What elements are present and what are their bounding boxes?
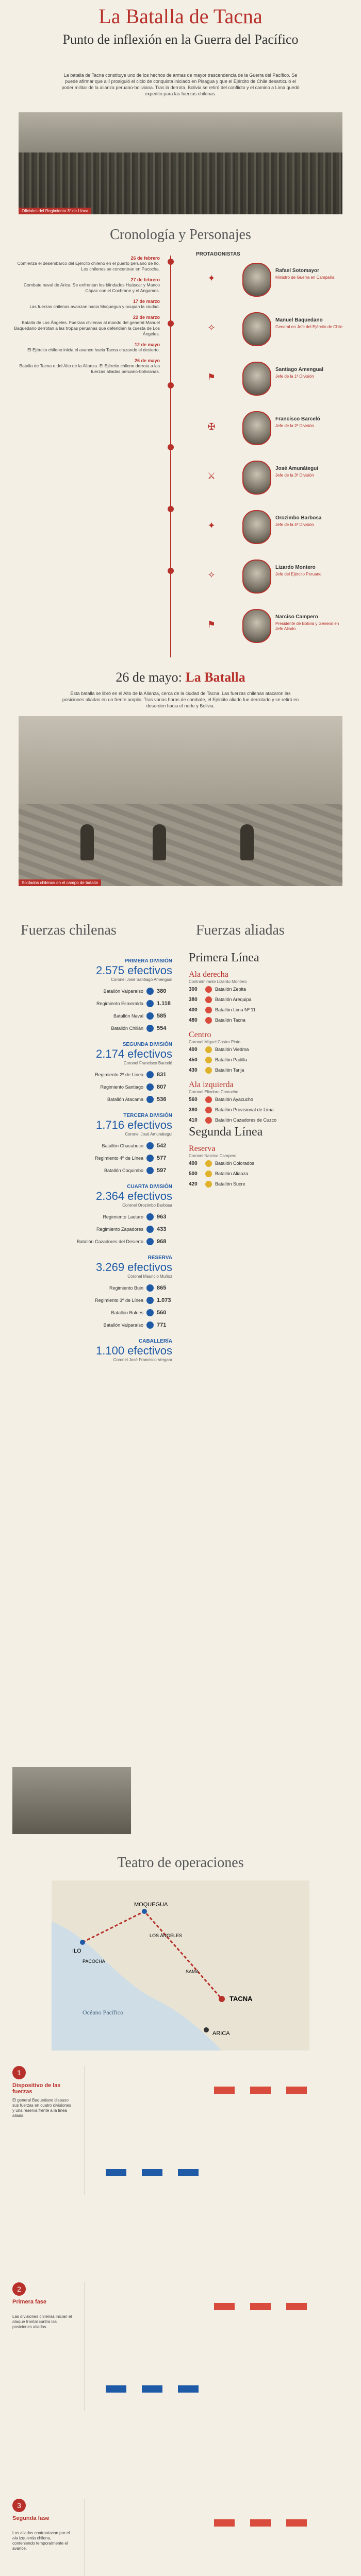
page-subtitle: Punto de inflexión en la Guerra del Pacífico	[62, 32, 299, 47]
unit-name: Batallón Tarija	[215, 1067, 244, 1073]
unit-row	[189, 1065, 349, 1075]
unit-count: 400	[189, 1046, 198, 1053]
unit-marker	[146, 1025, 154, 1032]
unit-block	[214, 2303, 235, 2310]
line-heading: Primera Línea	[189, 951, 259, 964]
unit-block	[142, 2385, 162, 2393]
aliados-forces	[189, 951, 349, 1189]
unit-block	[214, 2087, 235, 2094]
phase-title: Primera fase	[12, 2299, 47, 2305]
unit-block	[178, 2169, 199, 2176]
protagonist-name: Francisco Barceló	[275, 416, 320, 422]
unit-row	[189, 1015, 349, 1025]
protagonist-card	[242, 411, 351, 447]
teatro-section	[0, 1855, 361, 2576]
unit-name: Batallón Atacama	[107, 1097, 143, 1102]
wing-commander: Coronel Narciso Campero	[189, 1154, 237, 1158]
unit-name: Batallón Cazadores del Desierto	[76, 1239, 143, 1244]
map-point-ilo	[80, 1940, 85, 1945]
event-item	[10, 315, 160, 337]
unit-name: Batallón Coquimbo	[104, 1168, 143, 1173]
event-item	[10, 256, 160, 272]
batalla-date: 26 de mayo:	[116, 670, 182, 685]
insignia-icon: ✧	[207, 323, 216, 333]
event-date: 17 de marzo	[133, 299, 160, 304]
division-commander: Coronel Francisco Barceló	[123, 1061, 172, 1065]
unit-block	[286, 2087, 307, 2094]
protagonist-card	[242, 312, 351, 348]
unit-row	[189, 1115, 349, 1125]
unit-block	[250, 2087, 271, 2094]
phase-text: Los aliados contraatacan por el ala izquierda chilena, conteniendo temporalmente el avance.	[12, 2531, 70, 2551]
unit-row	[12, 1152, 172, 1164]
timeline-dot	[168, 259, 174, 265]
protagonist-card	[242, 362, 351, 398]
unit-count: 380	[189, 1107, 198, 1113]
portrait	[242, 560, 271, 594]
unit-marker	[205, 986, 212, 993]
unit-marker	[205, 1160, 212, 1167]
map-point-moquegua	[142, 1909, 147, 1914]
protagonist-role: Jefe de la 2ª División	[275, 423, 314, 428]
unit-marker	[146, 988, 154, 995]
unit-count: 380	[189, 996, 198, 1003]
division-name: CABALLERÍA	[139, 1338, 172, 1344]
batalla-title	[0, 670, 361, 685]
unit-name: Regimiento Esmeralda	[96, 1001, 143, 1006]
unit-count: 536	[157, 1096, 167, 1103]
protagonist-name: Rafael Sotomayor	[275, 268, 320, 274]
unit-marker	[205, 1171, 212, 1177]
unit-name: Batallón Viedma	[215, 1047, 249, 1052]
protagonist-card	[242, 560, 351, 596]
unit-block	[250, 2303, 271, 2310]
unit-block	[106, 2169, 126, 2176]
protagonist-name: José Amunátegui	[275, 466, 318, 471]
unit-name: Batallón Bulnes	[111, 1310, 143, 1315]
wing-commander: Coronel Eliodoro Camacho	[189, 1090, 239, 1094]
unit-count: 1.118	[157, 1001, 171, 1007]
unit-row	[189, 994, 349, 1005]
timeline-dot	[168, 382, 174, 388]
division-total: 3.269 efectivos	[96, 1261, 172, 1274]
division-commander: Coronel José Francisco Vergara	[113, 1358, 172, 1362]
unit-count: 1.073	[157, 1297, 171, 1303]
map-label: PACOCHA	[83, 1959, 105, 1964]
protagonist-name: Narciso Campero	[275, 614, 318, 620]
phase-text: El general Baquedano dispuso sus fuerzas en cuatro divisiones y una reserva frente a la línea aliada.	[12, 2098, 71, 2118]
event-text: Las fuerzas chilenas avanzan hacia Moquegua y ocupan la ciudad.	[29, 304, 160, 309]
unit-count: 577	[157, 1155, 167, 1161]
protagonist-role: Jefe del Ejército Peruano	[275, 572, 322, 577]
unit-count: 963	[157, 1214, 167, 1220]
unit-count: 597	[157, 1167, 167, 1174]
timeline-dot	[168, 506, 174, 512]
protagonist-card	[242, 609, 351, 645]
unit-count: 400	[189, 1007, 198, 1013]
portrait	[242, 362, 271, 396]
unit-name: Batallón Tacna	[215, 1018, 245, 1023]
insignia-icon: ⚑	[207, 619, 216, 630]
theater-map	[52, 1880, 309, 2050]
unit-block	[106, 2385, 126, 2393]
unit-row	[189, 984, 349, 994]
unit-marker	[205, 1057, 212, 1063]
unit-name: Batallón Ayacucho	[215, 1097, 253, 1102]
unit-name: Batallón Chillán	[111, 1026, 143, 1031]
fuerzas-photo	[12, 1767, 131, 1834]
event-item	[10, 277, 160, 294]
event-item	[10, 342, 160, 353]
unit-name: Regimiento 2º de Línea	[95, 1072, 143, 1077]
event-date: 27 de febrero	[130, 277, 160, 282]
event-text: Batalla de Tacna o del Alto de la Alianza. El Ejército chileno derrota a las fuerzas aliadas peruano-bolivianas.	[19, 363, 160, 374]
unit-name: Regimiento Santiago	[100, 1084, 143, 1090]
protagonist-name: Santiago Amengual	[275, 367, 323, 372]
protagonist-card	[242, 263, 351, 299]
unit-row	[12, 1140, 172, 1152]
unit-row	[12, 1069, 172, 1081]
phase-number: 1	[12, 2066, 26, 2079]
photo-ground	[19, 804, 342, 886]
header-section	[0, 0, 361, 222]
division-total: 2.575 efectivos	[96, 964, 172, 977]
unit-row	[12, 1164, 172, 1177]
unit-name: Batallón Colorados	[215, 1161, 255, 1166]
protagonist-card	[242, 461, 351, 497]
map-label: SAMA	[186, 1969, 199, 1974]
unit-row	[12, 1223, 172, 1235]
unit-row	[189, 1005, 349, 1015]
map-point-tacna	[219, 1996, 225, 2002]
phase-block	[12, 2066, 349, 2272]
timeline-dot	[168, 568, 174, 574]
unit-marker	[146, 1142, 154, 1149]
unit-row	[189, 1055, 349, 1065]
unit-name: Regimiento 4º de Línea	[95, 1156, 143, 1161]
unit-name: Regimiento Lautaro	[103, 1214, 143, 1219]
map-label: ARICA	[212, 2030, 230, 2037]
unit-marker	[205, 1067, 212, 1074]
unit-count: 300	[189, 986, 198, 992]
unit-count: 807	[157, 1084, 167, 1090]
unit-count: 560	[157, 1310, 167, 1316]
map-label: LOS ÁNGELES	[150, 1933, 183, 1938]
event-list	[10, 256, 160, 380]
insignia-icon: ⚑	[207, 372, 216, 383]
protagonist-card	[242, 510, 351, 546]
header-photo	[19, 112, 342, 214]
portrait	[242, 312, 271, 346]
event-text: Batalla de Los Ángeles. Fuerzas chilenas al mando del general Manuel Baquedano derrotan a las tropas peruanas que defendían la cuesta de Los Ángeles.	[14, 320, 160, 336]
insignia-icon: ⚔	[207, 471, 216, 482]
unit-marker	[146, 1238, 154, 1245]
unit-row	[12, 1235, 172, 1248]
unit-row	[12, 1294, 172, 1307]
event-date: 26 de mayo	[134, 358, 160, 363]
event-item	[10, 358, 160, 375]
wing-heading: Ala derecha	[189, 970, 228, 979]
protagonists-label: PROTAGONISTAS	[196, 251, 240, 257]
timeline-line	[170, 256, 171, 657]
phase-block	[12, 2499, 349, 2576]
unit-block	[214, 2519, 235, 2527]
unit-name: Batallón Zepita	[215, 987, 247, 992]
division-name: SEGUNDA DIVISIÓN	[122, 1042, 172, 1047]
phase-text: Las divisiones chilenas inician el ataque frontal contra las posiciones aliadas.	[12, 2314, 72, 2329]
unit-name: Regimiento 3º de Línea	[95, 1298, 143, 1303]
unit-name: Regimiento Zapadores	[96, 1227, 143, 1232]
unit-marker	[205, 1007, 212, 1013]
unit-row	[189, 1168, 349, 1179]
division-total: 1.716 efectivos	[96, 1118, 172, 1131]
intro-text: La batalla de Tacna constituye uno de los hechos de armas de mayor trascendencia de la Guerra del Pacífico. Se puede afirmar que allí prosiguió el ciclo de conquista iniciado en Pisagua y que el Ejército de Chile desarticuló el poder militar de la alianza peruano-boliviana. Tras la derrota, Bolivia se retiró del conflicto y el camino a Lima quedó expedito para las fuerzas chilenas.	[61, 73, 300, 96]
division-commander: Coronel José Santiago Amengual	[111, 977, 172, 982]
unit-marker	[205, 1046, 212, 1053]
chile-forces	[12, 951, 172, 1365]
phase-diagram	[85, 2282, 349, 2411]
division-name: CUARTA DIVISIÓN	[127, 1184, 172, 1190]
unit-name: Batallón Alianza	[215, 1171, 249, 1176]
soldier-figure	[80, 824, 94, 860]
unit-name: Batallón Provisional de Lima	[215, 1107, 274, 1112]
division-commander: Coronel Mauricio Muñoz	[127, 1274, 172, 1279]
unit-row	[189, 1179, 349, 1189]
unit-marker	[146, 1321, 154, 1329]
portrait	[242, 411, 271, 445]
unit-name: Regimiento Buin	[109, 1285, 143, 1291]
unit-count: 771	[157, 1322, 167, 1328]
protagonist-role: Presidente de Bolivia y General en Jefe Aliado	[275, 621, 339, 631]
portrait	[242, 461, 271, 495]
unit-name: Batallón Valparaíso	[103, 1323, 143, 1328]
unit-marker	[146, 1297, 154, 1304]
event-text: El Ejército chileno inicia el avance hacia Tacna cruzando el desierto.	[27, 347, 160, 352]
unit-marker	[205, 1181, 212, 1188]
wing-heading: Centro	[189, 1030, 211, 1039]
unit-block	[286, 2519, 307, 2527]
unit-row	[12, 1010, 172, 1022]
unit-row	[12, 1282, 172, 1294]
protagonist-role: Jefe de la 4ª División	[275, 522, 314, 527]
event-date: 22 de marzo	[133, 315, 160, 320]
unit-row	[189, 1158, 349, 1168]
unit-count: 430	[189, 1067, 198, 1073]
batalla-text: Esta batalla se libró en el Alto de la Alianza, cerca de la ciudad de Tacna. Las fuerzas chilenas atacaron las posiciones aliadas en un frente amplio. Tras varias horas de combate, el Ejército aliado fue derrotado y se retiró en desorden hacia el norte y Bolivia.	[62, 691, 299, 708]
unit-marker	[205, 1096, 212, 1103]
division-name: PRIMERA DIVISIÓN	[124, 958, 172, 964]
protagonist-role: Jefe de la 3ª División	[275, 473, 314, 478]
unit-count: 420	[189, 1181, 198, 1187]
event-date: 26 de febrero	[130, 256, 160, 261]
unit-row	[189, 1044, 349, 1055]
phase-title: Dispositivo de las fuerzas	[12, 2082, 61, 2095]
soldier-figure	[240, 824, 254, 860]
unit-row	[12, 1081, 172, 1093]
phase-diagram	[85, 2066, 349, 2195]
phase-number: 3	[12, 2499, 26, 2512]
unit-count: 433	[157, 1226, 167, 1232]
map-label: Océano Pacífico	[83, 2009, 123, 2016]
event-item	[10, 299, 160, 310]
unit-marker	[146, 1309, 154, 1316]
protagonist-name: Orozimbo Barbosa	[275, 515, 322, 521]
unit-marker	[205, 1017, 212, 1024]
portrait	[242, 263, 271, 297]
unit-row	[12, 1307, 172, 1319]
unit-marker	[146, 1226, 154, 1233]
wing-heading: Ala izquierda	[189, 1080, 234, 1089]
unit-row	[12, 1022, 172, 1035]
unit-count: 380	[157, 988, 167, 994]
map-point-arica	[204, 2027, 209, 2032]
page-title: La Batalla de Tacna	[99, 5, 262, 28]
unit-marker	[146, 1012, 154, 1020]
photo-sky	[19, 112, 342, 152]
event-date: 12 de mayo	[134, 342, 160, 347]
unit-count: 400	[189, 1160, 198, 1166]
batalla-section	[0, 670, 361, 912]
chile-title: Fuerzas chilenas	[21, 922, 117, 938]
unit-name: Batallón Chacabuco	[102, 1143, 143, 1148]
unit-marker	[146, 1284, 154, 1292]
line-heading: Segunda Línea	[189, 1125, 263, 1139]
batalla-photo	[19, 716, 342, 886]
cronologia-section	[0, 227, 361, 670]
insignia-icon: ✦	[207, 273, 216, 284]
wing-commander: Coronel Miguel Castro Pinto	[189, 1040, 241, 1044]
unit-marker	[146, 1213, 154, 1221]
timeline-dot	[168, 444, 174, 450]
division-total: 1.100 efectivos	[96, 1344, 172, 1357]
unit-block	[250, 2519, 271, 2527]
unit-marker	[205, 996, 212, 1003]
unit-row	[12, 1319, 172, 1331]
unit-row	[189, 1105, 349, 1115]
unit-row	[12, 997, 172, 1010]
protagonist-role: General en Jefe del Ejército de Chile	[275, 325, 343, 329]
map-label: ILO	[72, 1948, 81, 1954]
unit-row	[12, 985, 172, 997]
unit-count: 585	[157, 1013, 167, 1019]
insignia-icon: ✦	[207, 520, 216, 531]
unit-marker	[205, 1107, 212, 1113]
unit-count: 500	[189, 1171, 198, 1177]
unit-row	[12, 1211, 172, 1223]
phase-block	[12, 2282, 349, 2488]
insignia-icon: ✠	[207, 421, 216, 432]
unit-marker	[146, 1000, 154, 1007]
phase-number: 2	[12, 2282, 26, 2296]
protagonist-name: Manuel Baquedano	[275, 317, 323, 323]
batalla-photo-caption: Soldados chilenos en el campo de batalla	[19, 879, 101, 886]
unit-count: 410	[189, 1117, 198, 1123]
unit-count: 560	[189, 1096, 198, 1103]
event-text: Combate naval de Arica. Se enfrentan los blindados Huáscar y Manco Cápac con el Cochrane y el Angamos.	[23, 282, 160, 293]
unit-row	[189, 1094, 349, 1105]
unit-count: 542	[157, 1143, 167, 1149]
portrait	[242, 609, 271, 643]
unit-block	[178, 2385, 199, 2393]
unit-row	[12, 1093, 172, 1106]
unit-name: Batallón Lima Nº 11	[215, 1007, 256, 1012]
header-photo-caption: Oficiales del Regimiento 3º de Línea	[19, 208, 91, 214]
teatro-title: Teatro de operaciones	[117, 1855, 244, 1871]
unit-block	[142, 2169, 162, 2176]
unit-marker	[146, 1083, 154, 1091]
phase-diagram	[85, 2499, 349, 2576]
protagonist-role: Ministro de Guerra en Campaña	[275, 275, 335, 280]
unit-name: Batallón Cazadores de Cuzco	[215, 1117, 277, 1123]
batalla-heading: La Batalla	[185, 670, 245, 685]
protagonist-role: Jefe de la 1ª División	[275, 374, 314, 379]
phase-title: Segunda fase	[12, 2515, 50, 2521]
wing-commander: Contralmirante Lizardo Montero	[189, 979, 247, 984]
unit-count: 554	[157, 1025, 167, 1031]
aliados-title: Fuerzas aliadas	[196, 922, 285, 938]
insignia-icon: ✧	[207, 570, 216, 581]
soldier-figure	[153, 824, 166, 860]
event-text: Comienza el desembarco del Ejército chileno en el puerto peruano de Ilo. Los chilenos se concentran en Pacocha.	[17, 261, 160, 272]
unit-marker	[146, 1155, 154, 1162]
unit-count: 831	[157, 1072, 167, 1078]
timeline-dot	[168, 320, 174, 327]
division-name: RESERVA	[147, 1255, 172, 1261]
unit-count: 865	[157, 1285, 167, 1291]
unit-marker	[146, 1071, 154, 1078]
unit-count: 968	[157, 1239, 167, 1245]
protagonist-name: Lizardo Montero	[275, 565, 316, 570]
division-total: 2.174 efectivos	[96, 1047, 172, 1060]
division-total: 2.364 efectivos	[96, 1190, 172, 1202]
division-name: TERCERA DIVISIÓN	[123, 1113, 172, 1118]
unit-count: 450	[189, 1057, 198, 1063]
division-commander: Coronel José Amunátegui	[125, 1132, 172, 1137]
unit-name: Batallón Padilla	[215, 1057, 248, 1062]
photo-crowd	[19, 152, 342, 214]
wing-heading: Reserva	[189, 1144, 216, 1153]
cronologia-title: Cronología y Personajes	[110, 227, 251, 243]
map-label: TACNA	[229, 1995, 253, 2003]
unit-marker	[146, 1167, 154, 1174]
map-label: MOQUEGUA	[134, 1902, 168, 1908]
unit-count: 480	[189, 1017, 198, 1023]
unit-marker	[146, 1096, 154, 1103]
unit-name: Batallón Arequipa	[215, 997, 252, 1002]
division-commander: Coronel Orozimbo Barbosa	[122, 1203, 172, 1208]
unit-name: Batallón Naval	[113, 1013, 143, 1019]
portrait	[242, 510, 271, 544]
unit-block	[286, 2303, 307, 2310]
unit-name: Batallón Sucre	[215, 1181, 245, 1187]
unit-marker	[205, 1117, 212, 1124]
unit-name: Batallón Valparaíso	[103, 989, 143, 994]
fuerzas-section	[0, 922, 361, 1839]
